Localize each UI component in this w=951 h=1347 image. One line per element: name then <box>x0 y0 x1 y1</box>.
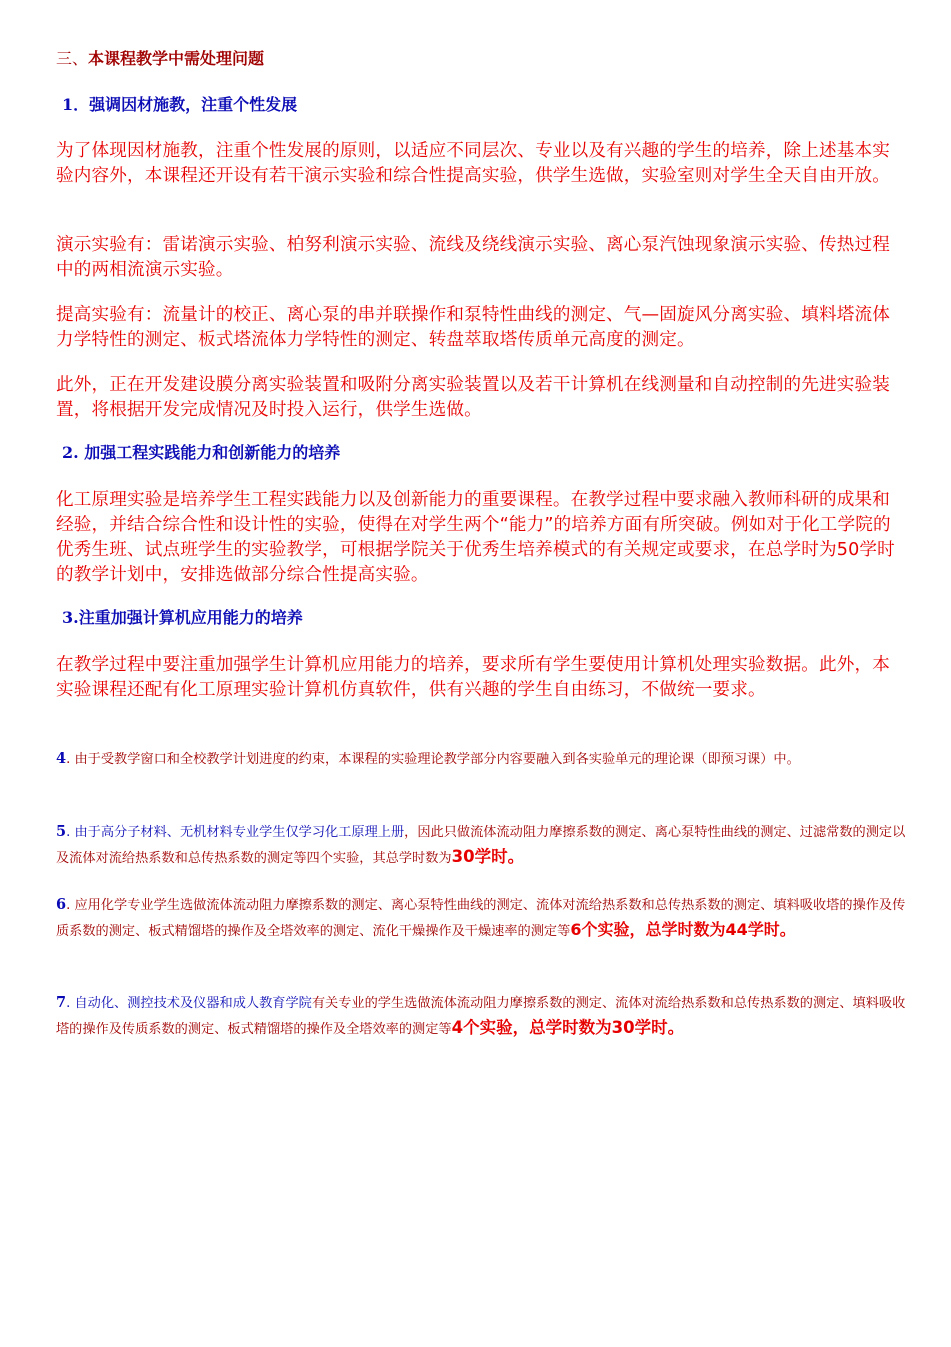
section-heading <box>56 46 896 73</box>
item-4-text: . 由于受教学窗口和全校教学计划进度的约束，本课程的实验理论教学部分内容要融入到各实验单元的理论课（即预习课）中。 <box>66 752 800 767</box>
subheading-2 <box>62 440 902 467</box>
paragraph-new-equipment: 此外，正在开发建设膜分离实验装置和吸附分离实验装置以及若干计算机在线测量和自动控制的先进实验装置，将根据开发完成情况及时投入运行，供学生选做。 <box>56 375 890 420</box>
item-5-majors: . 由于高分子材料、无机材料专业学生仅学习化工原理上册 <box>66 825 405 840</box>
item-7 <box>56 991 906 1042</box>
section-title: 本课程教学中需处理问题 <box>88 49 265 68</box>
item-7-majors: . 自动化、测控技术及仪器和成人教育学院 <box>66 996 312 1011</box>
section-number: 三、 <box>56 49 89 68</box>
subheading-2-number: 2. <box>62 443 79 462</box>
subheading-1-title: 强调因材施教，注重个性发展 <box>89 95 298 114</box>
subheading-1 <box>62 92 902 119</box>
item-6-text: . 应用化学专业学生选做流体流动阻力摩擦系数的测定、离心泵特性曲线的测定、流体对流给热系数和总传热系数的测定、填料吸收塔的操作及传质系数的测定、板式精馏塔的操作及全塔效率的测定、流化干燥操作及干燥速率的测定等 <box>56 898 906 939</box>
paragraph-computer-skills: 在教学过程中要注重加强学生计算机应用能力的培养，要求所有学生要使用计算机处理实验数据。此外，本实验课程还配有化工原理实验计算机仿真软件，供有兴趣的学生自由练习，不做统一要求。 <box>56 655 890 700</box>
item-5-total-hours: 30学时。 <box>451 847 525 866</box>
item-6 <box>56 893 906 944</box>
paragraph-individual-development: 为了体现因材施教，注重个性发展的原则，以适应不同层次、专业以及有兴趣的学生的培养，除上述基本实验内容外，本课程还开设有若干演示实验和综合性提高实验，供学生选做，实验室则对学生全天自由开放。 <box>56 141 890 186</box>
item-4 <box>56 747 906 772</box>
item-7-text: 有关专业的学生选做流体流动阻力摩擦系数的测定、流体对流给热系数和总传热系数的测定、填料吸收塔的操作及传质系数的测定、板式精馏塔的操作及全塔效率的测定等 <box>56 996 906 1037</box>
item-7-number: 7 <box>56 994 67 1011</box>
subheading-2-title: 加强工程实践能力和创新能力的培养 <box>78 443 341 462</box>
item-7-total-hours: 4个实验，总学时数为30学时。 <box>451 1018 685 1037</box>
subheading-3-number: 3. <box>62 608 79 627</box>
item-4-number: 4 <box>56 750 67 767</box>
item-6-total-hours: 6个实验，总学时数为44学时。 <box>570 920 796 939</box>
subheading-1-number: 1． <box>62 95 90 114</box>
paragraph-advanced-experiments: 提高实验有：流量计的校正、离心泵的串并联操作和泵特性曲线的测定、气—固旋风分离实验、填料塔流体力学特性的测定、板式塔流体力学特性的测定、转盘萃取塔传质单元高度的测定。 <box>56 305 890 350</box>
item-5 <box>56 820 906 871</box>
subheading-3-title: 注重加强计算机应用能力的培养 <box>78 608 303 627</box>
item-6-number: 6 <box>56 896 67 913</box>
paragraph-demonstration-experiments: 演示实验有：雷诺演示实验、柏努利演示实验、流线及绕线演示实验、离心泵汽蚀现象演示实验、传热过程中的两相流演示实验。 <box>56 235 890 280</box>
paragraph-engineering-practice: 化工原理实验是培养学生工程实践能力以及创新能力的重要课程。在教学过程中要求融入教师科研的成果和经验，并结合综合性和设计性的实验，使得在对学生两个“能力”的培养方面有所突破。例如对于化工学院的优秀生班、试点班学生的实验教学，可根据学院关于优秀生培养模式的有关规定或要求，在总学时为50学时的教学计划中，安排选做部分综合性提高实验。 <box>56 490 895 585</box>
subheading-3 <box>62 605 902 632</box>
item-5-text: ，因此只做流体流动阻力摩擦系数的测定、离心泵特性曲线的测定、过滤常数的测定以及流体对流给热系数和总传热系数的测定等四个实验，其总学时数为 <box>56 825 906 866</box>
item-5-number: 5 <box>56 823 67 840</box>
